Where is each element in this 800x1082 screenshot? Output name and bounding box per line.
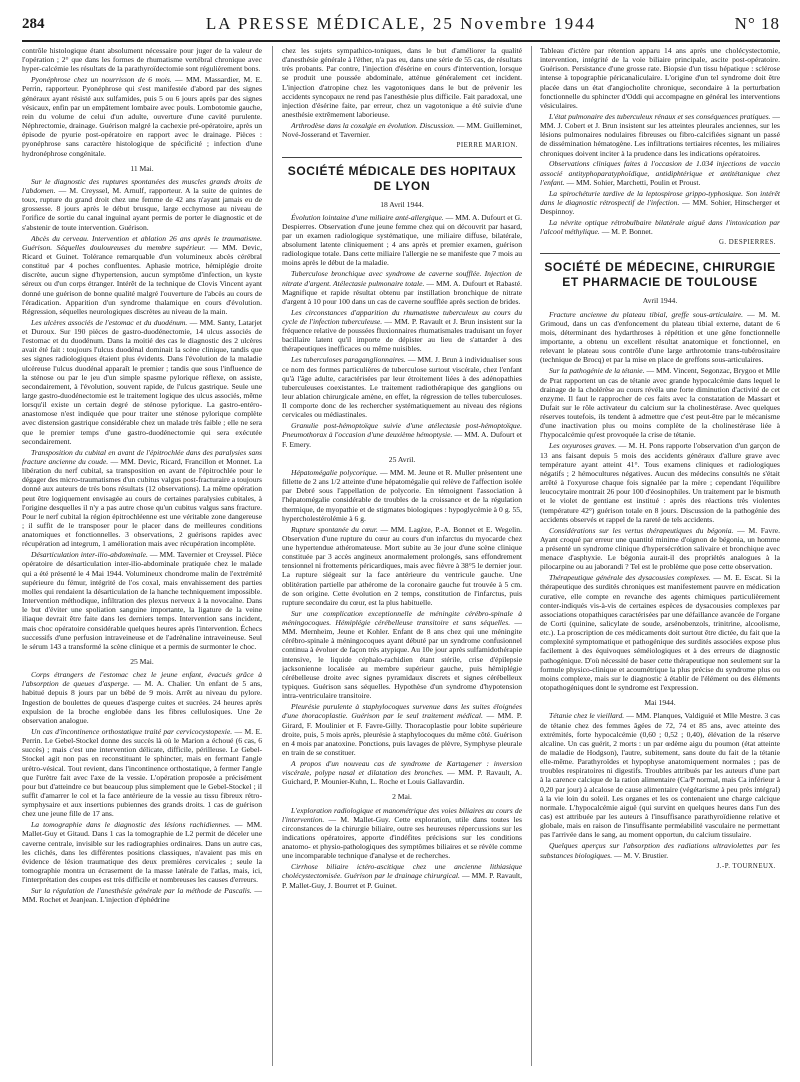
paragraph: chez les sujets sympathico-toniques, dans le but d'améliorer la qualité d'anesthésie générale à l'éther, n'a pas eu, dans une série de 55 cas, de résultats très probants. Par contre, l'injection d'ésérine en cours d'intervention, lorsque se produit une poussée abdominale, atténue généralement cet incident. L'injection d'atropine chez les vagotoniques dans le but de prévenir les accidents syncopaux ne rend pas l'anesthésie plus difficile. Fait paradoxal, une injection d'ésérine faite, par erreur, chez un vagotonique a été suivie d'une anesthésie extrêmement laborieuse. [282, 46, 522, 120]
article-body: — MM. A. Dufourt et Rabasté. Magnifique et rapide résultat obtenu par instillation bronchique de nitrate d'argent à 10 pour 100 dans un cas de caverne soufflée après section de brides. [282, 278, 522, 306]
article [540, 310, 780, 365]
article-body: — MM. M. Jeune et R. Muller présentent une fillette de 2 ans 1/2 atteinte d'une hépatomégalie qui relève de l'affection isolée par Debré sous l'appellation de polycorie. En témoignent l'association à l'hépatomégalie considérable de troubles de la croissance et de la régulation thermique, de myopathie et de stigmates biologiques : hypoglycémie à 0 g. 55, hypercholestérolémie à 6 g. [282, 467, 522, 523]
article-body: — MM. Mallet-Guy et Gitaud. Dans 1 cas la tomographie de L2 permit de déceler une caverne centrale, invisible sur les radiographies ordinaires. Dans un autre cas, les clichés, dans les différentes positions classiques, n'avaient pas mis en évidence de lésion traumatique des deux premières cervicales ; seule la tomographie montra un écrasement de la masse latérale de l'atlas, mais, ici, l'interprétation des coupes est très difficile et nombreuses les causes d'erreurs. [22, 820, 262, 885]
article [22, 550, 262, 651]
article-title: Sur une complication exceptionnelle de méningite cérébro-spinale à méningocoques. Hémiplégie cérébelleuse transitoire et sans séquelles. [282, 608, 522, 628]
article-body: — MM. Sohier, Marchetti, Poulin et Proust. [564, 177, 701, 187]
article-body: — MM. Mernheim, Jeune et Kohler. Enfant de 8 ans chez qui une méningite cérébro-spinale à méningocoques ayant débuté par un syndrome confusionnel continua à évoluer de façon très atypique. Au 10e jour après sulfamidothérapie intensive, le liquide céphalo-rachidien étant stérile, crise d'épilepsie jacksonienne localisée au membre supérieur gauche, puis hémiplégie cérébelleuse droite avec signes pyramidaux discrets et signes cérébelleux typiques. Guérison sans séquelles. Hypothèse d'un syndrome d'hypotension intra-ventriculaire transitoire. [282, 618, 522, 701]
article [282, 355, 522, 419]
article [282, 468, 522, 523]
column-3 [540, 46, 780, 1078]
article-body: — MM. A. Dufourt et F. Emery. [282, 430, 522, 449]
article-title: Rupture spontanée du cœur. [291, 524, 378, 534]
article [22, 670, 262, 725]
article-title: Fracture ancienne du plateau tibial, greffe sous-articulaire. [549, 309, 744, 319]
article-body: — MM. P. Ravault et J. Brun insistent sur la fréquence relative de poussées fluxionnaires rhumatismales traduisant un foyer bacillaire latent qu'il importe de dépister au lieu de s'attarder à des thérapeutiques inefficaces ou même nuisibles. [282, 316, 522, 354]
article [282, 269, 522, 306]
article [540, 441, 780, 523]
article-title: Désarticulation inter-ilio-abdominale. [31, 550, 148, 560]
article-body: — MM. Santy, Latarjet et Duroux. Sur 190 pièces de gastro-duodénectomie, 14 ulcus associés de l'estomac et du duodénum. Dans la moitié des cas le diagnostic des 2 ulcères avait été fait : toujours l'ulcus duodénal dominait la scène clinique, tandis que ses signes radiologiques étaient plus évidents. Dans l'évolution de la maladie ulcéreuse l'ulcus duodénal apparaît le premier ; tandis que sous l'influence de la sténose ou par le jeu d'un simple spasme pylorique réflexe, on assiste, secondairement, à l'évolution, souvent rapide, de l'ulcus gastrique. Seule une large gastro-duodénectomie est le traitement logique des ulcus associés, même lorsqu'il existe un certain degré de sténose pylorique. La gastro-entéro-anastomose n'est indiquée que pour traiter une sténose pylorique complète avec distension gastrique considérable chez un malade très faible ; elle ne sera que le premier temps d'une gastro-duodénectomie qui sera exécutée secondairement. [22, 317, 262, 446]
article-title: Sur la pathogénie de la tétanie. [549, 366, 645, 376]
session-date: 11 Mai. [130, 163, 154, 173]
article [22, 177, 262, 232]
page-number: 284 [22, 16, 45, 32]
journal-title: LA PRESSE MÉDICALE, 25 Novembre 1944 [205, 14, 597, 33]
signature: PIERRE MARION. [456, 142, 518, 150]
article-title: Tétanie chez le vieillard. [549, 711, 625, 721]
article [540, 573, 780, 692]
article-title: Observations cliniques faites à l'occasion de 1.034 injections de vaccin associé antityphoparatyphoïdique, antidiphtérique et antitétanique chez l'enfant. [540, 159, 780, 187]
article [22, 727, 262, 819]
article [540, 159, 780, 186]
article [540, 841, 780, 859]
article-body: — MM. P. Ravault, A. Guichard, P. Mounier-Kuhn, L. Roche et Louis Gallavardin. [282, 768, 522, 787]
article-title: Thérapeutique générale des dysacousies complexes. [549, 573, 711, 583]
article-body: — MM. Rochet et Jeanjean. L'injection d'éphédrine [22, 886, 262, 905]
article-title: Arthrodèse dans la coxalgie en évolution. Discussion. [291, 121, 455, 131]
article-body: — MM. P. Girard, F. Moulinier et F. Favre-Gilly. Thoracoplastie pour lobite supérieure droite, puis, 5 mois après, pleurésie à staphylocoques du même côté. Guérison en 4 mois par anatoxine. Ponctions, puis lavages de plèvre, Symphyse pleurale en train de se constituer. [282, 711, 522, 757]
article-body: — MM. Tavernier et Creyssel. Pièce opératoire de désarticulation inter-ilio-abdominale pratiquée chez le malade qui a été présenté le 4 Mai 1944. Volumineux chondrome malin de l'extrémité supérieure du fémur, intégrité de l'os coxal, mais envahissement des parties molles qui rendaient la désarticulation de la hanche techniquement impossible. Intervention méthodique, infiltration des plexus nerveux à la novocaïne. Dans le but d'éviter une spoliation sanguine importante, la ligature de la veine iliaque devrait être faite dans les derniers temps. Intervention sans incident, mais choc opératoire considérable quelques heures après l'intervention. Échecs successifs d'une perfusion intraveineuse et de l'adrénaline intraveineuse. Seul le sérum 143 a transformé la scène clinique et a permis de surmonter le choc. [22, 550, 262, 651]
article-body: — MM. P. Ravault, P. Mallet-Guy, J. Bourret et P. Guinet. [282, 871, 522, 890]
article-title: Pyonéphrose chez un nourrisson de 6 mois. [31, 75, 172, 85]
article-body: — M. P. Bonnet. [599, 227, 653, 237]
article-body: — M. E. Escat. Si la thérapeutique des surdités chroniques est manifestement pauvre en médication curative, elle compte en revanche des agents chimiques particulièrement conter-indiqués vis-à-vis de certaines espèces de dysacousies complexes par associations otopathiques caractérisées par une défaillance avancée de l'organe de Corti (quinine, salicylate de soude, arsénobenzols, trinitrine, alcoolisme, etc.). La proscription de ces médicaments doit surtout être dictée, du fait que la complexité symptomatique et pathogénique des surdités associées expose plus facilement à des équivoques séméiologiques et à des erreurs de diagnostic pathogénique. D'où nécessité de baser cette thérapeutique non seulement sur la formule physico-clinique et acoumétrique la plus précise du syndrome plus ou moins complexe, mais sur le diagnostic à établir de l'élément ou des éléments otopathogéniques dont le syndrome est l'expression. [540, 573, 780, 693]
article [282, 806, 522, 861]
article-title: Sur la régulation de l'anesthésie générale par la méthode de Pascalis. [31, 886, 252, 896]
article-title: Tuberculose bronchique avec syndrome de caverne soufflée. Injection de nitrate d'argent. Atélectasie pulmonaire totale. [282, 269, 522, 288]
article [22, 234, 262, 316]
article [282, 862, 522, 889]
article-title: La spirochéturie tardive de la leptospirose grippo-typhosique. Son intérêt dans le diagnostic rétrospectif de l'infection. [540, 188, 780, 207]
article-body: — M. M. Grimoud, dans un cas d'enfoncement du plateau tibial externe, datant de 6 mois, déterminant des hydarthroses à répétition et une gêne fonctionnelle importante, a obtenu un excellent résultat anatomique et fonctionnel, en relevant le plateau sous contrôle d'une large arthrotomie trans-tubérositaire (technique de Brocq) et par la mise en place de greffons sous-articulaires. [540, 309, 780, 365]
article-body: — MM. Vincent, Segonzac, Brygoo et Mlle de Prat rapportent un cas de tétanie avec grande hypocalcémie dans lequel le drainage de la cholérèse au cours révéla une forte diminution d'activité de cet enzyme. Il faut le rapprocher de ces faits avec la constatation de Massart et Dufait sur le rôle activateur du calcium sur la cholinestérase. Avec quelques réserves toutefois, ils tendent à admettre que c'est peut-être par le mécanisme d'une inactivation plus ou moins complète de la cholinestérase liée à l'hypocalcémie qu'est provoquée la crise de tétanie. [540, 366, 780, 440]
article-body: — M. Mallet-Guy. Cette exploration, utile dans toutes les circonstances de la chirurgie biliaire, outre ses heureuses répercussions sur les indications opératoires, apporte d'indéfites précisions sur les conditions anatomo- et physio-pathologiques des symptômes biliaires et se révèle comme une incomparable technique d'analyse et de recherches. [282, 814, 522, 861]
article-title: Considérations sur les vertus thérapeutiques du bégonia. [549, 525, 734, 535]
article [540, 112, 780, 158]
article-title: Transposition du cubital en avant de l'épitrochlée dans des paralysies sans fracture ancienne du coude. [22, 447, 262, 466]
article-title: Les tuberculoses paraganglionnaires. [291, 355, 406, 365]
article [22, 318, 262, 446]
page-header [22, 14, 780, 40]
article [282, 121, 522, 139]
society-heading: SOCIÉTÉ DE MÉDECINE, CHIRURGIE ET PHARMACIE DE TOULOUSE [540, 253, 780, 290]
article [540, 366, 780, 439]
signature: J.-P. TOURNEUX. [716, 862, 776, 870]
paragraph: contrôle histologique étant absolument nécessaire pour juger de la valeur de l'opération ; 2° que dans les formes de rhumatisme vertébral chronique avec hyper-calcémie les résultats de la parathyroïdectomie sont régulièrement bons. [22, 46, 262, 74]
article [540, 526, 780, 572]
article-title: L'exploration radiologique et manométrique des voies biliaires au cours de l'intervention. [282, 805, 522, 824]
article [540, 189, 780, 216]
article-body: — MM. Guilleminet, Nové-Josserand et Tavernier. [282, 121, 522, 140]
article-body: — M. Creyssel, M. Arnulf, rapporteur. A la suite de quintes de toux, rupture du grand droit chez une femme de 42 ans n'ayant jamais eu de grossesse. 8 jours après le début brusque, large ecchymose au niveau de l'orifice de sortie du canal inguinal ayant permis de porter le diagnostic et de s'abstenir de toute intervention. Guérison. [22, 185, 262, 232]
article [22, 448, 262, 549]
article [282, 525, 522, 607]
session-date: 25 Mai. [130, 656, 154, 666]
article [22, 820, 262, 884]
article-title: Sur le diagnostic des ruptures spontanées des muscles grands droits de l'abdomen. [22, 176, 262, 195]
article-body: — MM. Devic, Ricard et Guinet. Tolérance remarquable d'un volumineux abcès cérébral constitué par 4 poches confluentes. Aphasie motrice, hémiplégie droite discrète, aucun signe d'hypertension, aucun symptôme d'infection, un kyste séreux ou d'un corps étranger. Intérêt de la technique de Clovis Vincent ayant donné une guérison de bonne qualité malgré l'ouverture de l'abcès au cours de l'éradication. Apparition d'un syndrome thalamique en cours d'évolution. Régression, séquelles neurologiques discrètes au niveau de la main. [22, 242, 262, 316]
article-title: Hépatomégalie polycorique. [291, 467, 378, 477]
article-title: Quelques aperçus sur l'absorption des radiations ultraviolettes par les substances biologiques. [540, 841, 780, 860]
article-body: — MM. Devic, Ricard, Francillon et Monnet. La libération du nerf cubital, sa transposition en avant de l'épitrochlée pour le dégager des micro-traumatismes d'un cubitus valgus post-fracturaire a toujours donné aux auteurs de très bons résultats (12 observations). La même opération peut être logiquement envisagée au cours de certaines paralysies cubitales, à l'origine desquelles il n'y a pas autre chose qu'un cubitus valgus sans fracture. Pour le nerf cubital la région épitrochléenne est une véritable zone dangereuse ; il suffit de le transposer pour le placer dans de meilleures conditions anatomiques et fonctionnelles. 3 observations, 2 guérisons rapides avec récupération ad integrum, 1 amélioration mais avec récupération incomplète. [22, 456, 262, 549]
article [540, 711, 780, 839]
article [282, 702, 522, 757]
article-body: — MM. Massardier, M. E. Perrin, rapporteur. Pyonéphrose qui s'est manifestée d'abord par des signes généraux ayant résisté aux sulfamides, puis 5 ou 6 jours après par des signes vésicaux, enfin par un empâtement lombaire avec pouls. Lombotomie gauche, rein du volume de celui d'un adulte, ouverture d'une cavité purulente. Néphrectomie, drainage. Guérison malgré la cachexie pré-opératoire, après un épisode de pyurie post-opératoire en rapport avec le drainage. Pièces : pyonéphrose sans caractère histologique de spécificité ; infection d'une hydronéphrose congénitale. [22, 75, 262, 158]
article-title: A propos d'un nouveau cas de syndrome de Kartagener : inversion viscérale, polype nasal et dilatation des bronches. [282, 758, 522, 778]
signature: G. DESPIERRES. [718, 239, 776, 247]
article-title: Pleurésie purulente à staphylocoques survenue dans les suites éloignées d'une thoracoplastie. Guérison par le seul traitement médical. [282, 702, 522, 721]
article-body: — M. A. Chalier. Un enfant de 5 ans, habitué depuis 8 jours par un bébé de 9 mois. Arrêt au niveau du pylore. Ingestion de boulettes de queues d'asperge cuites et sucrées. 24 heures après expulsion de la broche englobée dans les fibres cellulosiques. Une 2e observation analogue. [22, 679, 262, 725]
article [540, 218, 780, 236]
issue-number: N° 18 [734, 14, 780, 33]
article-body: — M. E. Perrin. Le Gebel-Stockel donne des succès là où le Marion a échoué (6 cas, 6 succès) ; mais c'est une intervention délicate, difficile, périlleuse. Le Gebel-Stockel agit non pas en reconstituant le sphincter, mais en fermant l'angle urétro-vésical. Tout revient, dans l'incontinence orthostatique, à fermer l'angle que l'urètre fait avec l'axe de la vessie. L'opération proposée a précisément pour but d'atteindre ce but beaucoup plus simplement que le Gebel-Stockel ; il suffit d'amarrer le col et la face antérieure de la vessie au tissu fibreux rétro-symphysaire et aux insertions pubiennes des grands droits. 1 cas de guérison chez une jeune fille de 17 ans. [22, 726, 262, 819]
article [22, 75, 262, 157]
article-title: Les circonstances d'apparition du rhumatisme tuberculeux au cours du cycle de l'infection tuberculeuse. [282, 307, 522, 326]
paragraph: Tableau d'ictère par rétention apparu 14 ans après une cholécystectomie, intervention, intégrité de la voie biliaire principale, ascite post-opératoire. Guérison. Persistance d'une grosse rate. Biopsie d'un tissu hépatique : sclérose intense à topographie péricanaliculaire. L'origine d'un tel syndrome doit être placée dans un état d'angiocholite chronique, secondaire à la perturbation fonctionnelle du sphincter d'Oddi qui accompagne en général les interventions vésiculaires. [540, 46, 780, 110]
session-date: 25 Avril. [388, 454, 416, 464]
article-title: La tomographie dans le diagnostic des lésions rachidiennes. [31, 820, 231, 830]
article-title: Granulie post-hémoptoïque suivie d'une atélectasie post-hémoptoïque. Pneumothorax à l'occasion d'une deuxième hémoptysie. [282, 421, 522, 440]
article-title: Évolution lointaine d'une miliaire anté-allergique. [291, 212, 444, 222]
article-body: — MM. A. Dufourt et G. Despierres. Observation d'une jeune femme chez qui on découvrit par hasard, par un examen radiologique systématique, une miliaire diffuse, bilatérale, absolument latente cliniquement ; 4 ans après et premier examen, guérison radiologique totale. Dans cette miliaire l'allergie ne se manifeste que 7 mois au moins après le début de la maladie. [282, 212, 522, 268]
article-title: Les ulcères associés de l'estomac et du duodénum. [31, 317, 188, 327]
column-1 [22, 46, 262, 1078]
session-date: Mai 1944. [644, 698, 676, 708]
article-body: — MM. Lagèze, P.-A. Bonnet et E. Wegelin. Observation d'une rupture du cœur au cours d'un infarctus du myocarde chez une hypertendue athéromateuse. Mort subite au 3e jour d'une scène clinique constituée par 3 accès angineux anormalement prolongés, sans effondrement tensionnel ni frottements péricardiques, mais avec fièvre à 38°5 le dernier jour. La rupture siégeait sur la face antérieure du ventricule gauche. Une oblitération partielle par athérome de la coronaire gauche fut trouvée à 5 cm. de son origine. Cette évolution en 2 temps, constitution de l'infarctus, puis rupture secondaire du cœur, est la plus habituelle. [282, 524, 522, 607]
article-body: — MM. J. Cobert et J. Brun insistent sur les atteintes pleurales anciennes, sur les lésions pulmonaires nodulaires fibreuses ou fibro-calcifiées signant un passé de dissémination hématogène. Les infiltrations tertiaires récentes, les miliaires chroniques doivent inciter à la prudence dans les indications opératoires. [540, 111, 780, 158]
article-title: La névrite optique rétrobulbaire bilatérale aiguë dans l'intoxication par l'alcool méthylique. [540, 218, 780, 237]
article [282, 213, 522, 268]
article-body: — MM. Planques, Valdiguié et Mlle Mestre. 3 cas de tétanie chez des femmes âgées de 72, 74 et 85 ans, avec atteinte des extrémités, forte hypocalcémie (0,60 ; 0,52 ; 0,40), élévation de la réserve alcaline. Un cas guérit, 2 morts : un par œdème aigu du poumon (état atteinte de maladie de Hodgson), l'autre, subitement, sans doute du fait de la tétanie elle-même. Parathyroïdes et hypophyse anatomiquement normales ; pas de troubles respiratoires ni digestifs. Troubles attribués par les auteurs d'une part à la carence calcique de la ration alimentaire (Ca/P normal, mais Ca inférieur à 0,20 par jour) à alcalose de cause alimentaire (végétarisme à peu près intégral) à la vie loin du soleil. Les organes et les os contenaient une charge calcique normale. L'hypocalcémie aiguë (qui survint en quelques heures dans l'un des cas) est attribuée par les auteurs à l'insuffisance parathyroïdienne relative et globale, mais en raison de l'insuffisante perméabilité vasculaire ne permettant pas l'arrivée dans le sang, au moment opportun, du calcium tissulaire. [540, 711, 780, 840]
session-date: Avril 1944. [642, 296, 678, 306]
article-body: — M. Favre. Ayant croqué par erreur une quantité minime d'oignon de bégonia, un homme a présenté un syndrome clinique d'hypersécrétion salivaire et bronchique avec menace d'asphyxie. Le bégonia aurait-il des propriétés analogues à la pilocarpine ou au jaborandi ? Tel est le problème que pose cette observation. [540, 525, 780, 572]
column-separator [272, 46, 273, 1066]
article [282, 609, 522, 701]
session-date: 18 Avril 1944. [380, 199, 424, 209]
article-title: L'état pulmonaire des tuberculeux rénaux et ses conséquences pratiques. [549, 111, 771, 121]
article [282, 421, 522, 448]
article [282, 759, 522, 786]
article-title: Cirrhose biliaire ictéro-ascitique chez une ancienne lithiasique cholécystectomisée. Guérison par le drainage chirurgical. [282, 862, 522, 881]
society-heading: SOCIÉTÉ MÉDICALE DES HOPITAUX DE LYON [282, 157, 522, 194]
article [22, 886, 262, 904]
column-2 [282, 46, 522, 1078]
article-title: Les oxyuroses graves. [549, 441, 617, 451]
article [282, 308, 522, 354]
article-title: Un cas d'incontinence orthostatique traité par cervicocystopexie. [31, 726, 233, 736]
article-body: — M. V. Brustier. [612, 850, 669, 860]
session-date: 2 Mai. [392, 792, 412, 802]
article-title: Abcès du cerveau. Intervention et ablation 26 ans après le traumatisme. Guérison. Séquelles douloureuses du membre supérieur. [22, 233, 262, 252]
article-body: — MM. Sohier, Hinscherger et Despinnoy. [540, 197, 780, 217]
column-separator [531, 46, 532, 1066]
article-body: — M. H. Pons rapporte l'observation d'un garçon de 13 ans faisant depuis 5 mois des accidents généraux d'allure grave avec température ayant atteint 41°. Tous examens cliniques et radiologiques négatifs ; 2 hémocultures négatives. Aucun des médecins consultés ne s'était arrêté à l'oxyurose chaque fois signalée par la mère ; cependant l'équilibre leucocytaire montrait 26 pour 100 d'éosinophiles. Un traitement par le bismuth et le violet de gentiane est institué : après des réactions très violentes (température 42°) guérison totale en 8 jours. Discussion de la pathogénie des accidents observés et rappel de la rareté de tels accidents. [540, 441, 780, 524]
header-rule [22, 40, 780, 42]
article-title: Corps étrangers de l'estomac chez le jeune enfant, évacués grâce à l'absorption de queues d'asperge. [22, 670, 262, 689]
article-body: — MM. J. Brun à individualiser sous ce nom des formes particulières de tuberculose surtout viscérale, chez l'enfant qu'à l'âge adulte, caractérisées par leur étroitement liées à des adénopathies tuberculeuses coexistantes. Le traitement radiothérapique des ganglions ou leur ablation chirurgicale amène, en effet, la régression de telles tuberculoses. Il comporte donc de les rechercher systématiquement au niveau des régions cervicales ou médiastinales. [282, 355, 522, 420]
